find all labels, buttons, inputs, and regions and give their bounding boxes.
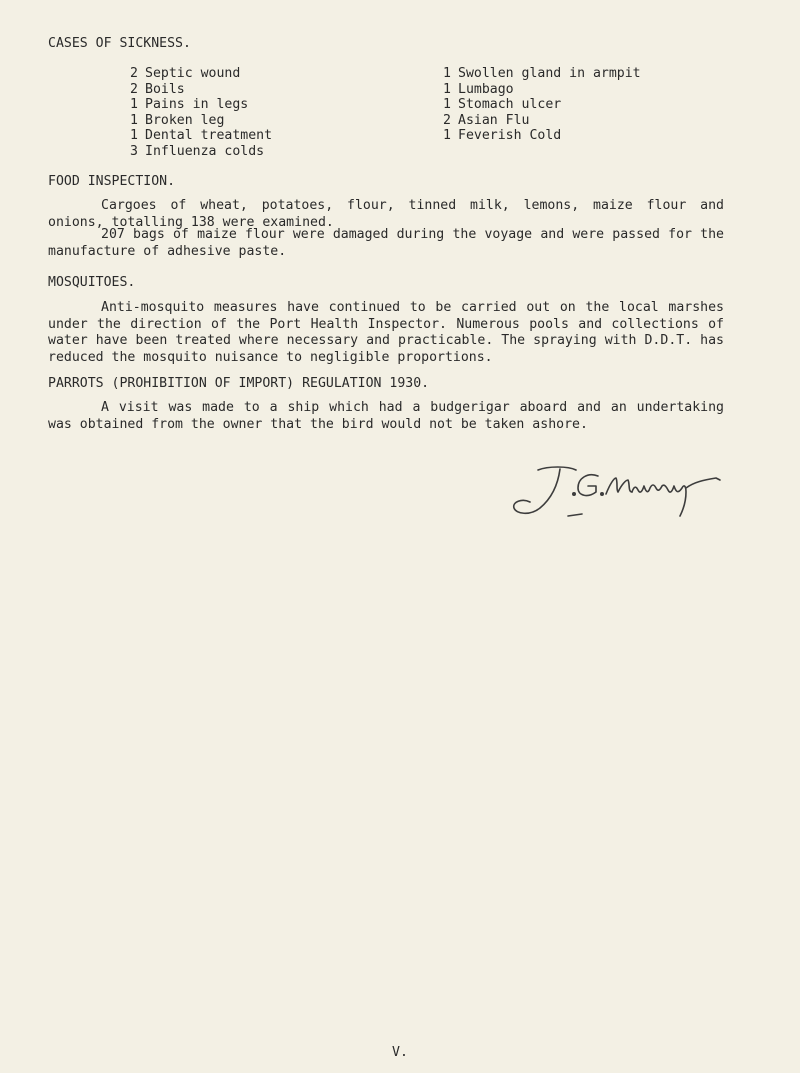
sickness-item (443, 66, 641, 82)
sickness-label: Dental treatment (145, 128, 273, 144)
sickness-label: Swollen gland in armpit (458, 66, 641, 81)
sickness-item (443, 128, 641, 144)
sickness-count: 1 (443, 128, 451, 144)
parrots-paragraph (48, 400, 724, 433)
sickness-list-left (130, 66, 272, 160)
sickness-count: 2 (443, 112, 451, 128)
food-paragraph-maize-text: 207 bags of maize flour were damaged during the voyage and were passed for the manufacture of adhesive paste. (48, 227, 724, 259)
sickness-item (130, 82, 272, 98)
sickness-count: 3 (130, 143, 138, 159)
sickness-label: Asian Flu (458, 112, 530, 128)
sickness-label: Pains in legs (145, 97, 249, 113)
sickness-list-right (443, 66, 641, 144)
sickness-count: 1 (443, 97, 451, 113)
sickness-item (443, 113, 641, 129)
sickness-item (130, 113, 272, 129)
sickness-heading: CASES OF SICKNESS. (48, 36, 191, 51)
mosquitoes-paragraph (48, 300, 724, 366)
sickness-count: 1 (130, 97, 138, 113)
sickness-label: Feverish Cold (458, 128, 562, 144)
sickness-count: 2 (130, 81, 138, 97)
food-paragraph-cargoes-text: Cargoes of wheat, potatoes, flour, tinned milk, lemons, maize flour and onions, totalling 138 were examined. (48, 198, 724, 230)
parrots-paragraph-text: A visit was made to a ship which had a budgerigar aboard and an undertaking was obtained from the owner that the bird would not be taken ashore. (48, 400, 724, 432)
sickness-label: Boils (145, 81, 185, 97)
sickness-label: Broken leg (145, 112, 225, 128)
food-inspection-heading: FOOD INSPECTION. (48, 174, 176, 189)
sickness-count: 1 (130, 112, 138, 128)
sickness-item (130, 128, 272, 144)
page-number: V. (392, 1045, 408, 1060)
sickness-label: Stomach ulcer (458, 97, 562, 113)
sickness-label: Lumbago (458, 81, 514, 97)
sickness-label: Septic wound (145, 66, 241, 81)
sickness-item (130, 97, 272, 113)
mosquitoes-paragraph-text: Anti-mosquito measures have continued to be carried out on the local marshes under the direction of the Port Health Inspector. Numerous pools and collections of water have been treated where necessary and practicable. The spraying with D.D.T. has reduced the mosquito nuisance to negligible proportions. (48, 300, 724, 365)
sickness-item (130, 66, 272, 82)
sickness-item (443, 97, 641, 113)
sickness-item (130, 144, 272, 160)
mosquitoes-heading: MOSQUITOES. (48, 275, 136, 290)
sickness-label: Influenza colds (145, 143, 265, 159)
sickness-count: 2 (130, 66, 138, 81)
sickness-item (443, 82, 641, 98)
sickness-count: 1 (443, 66, 451, 81)
sickness-count: 1 (130, 128, 138, 144)
food-paragraph-maize (48, 227, 724, 260)
parrots-regulation-heading: PARROTS (PROHIBITION OF IMPORT) REGULATION 1930. (48, 376, 430, 391)
sickness-count: 1 (443, 81, 451, 97)
signature-image (508, 464, 728, 524)
